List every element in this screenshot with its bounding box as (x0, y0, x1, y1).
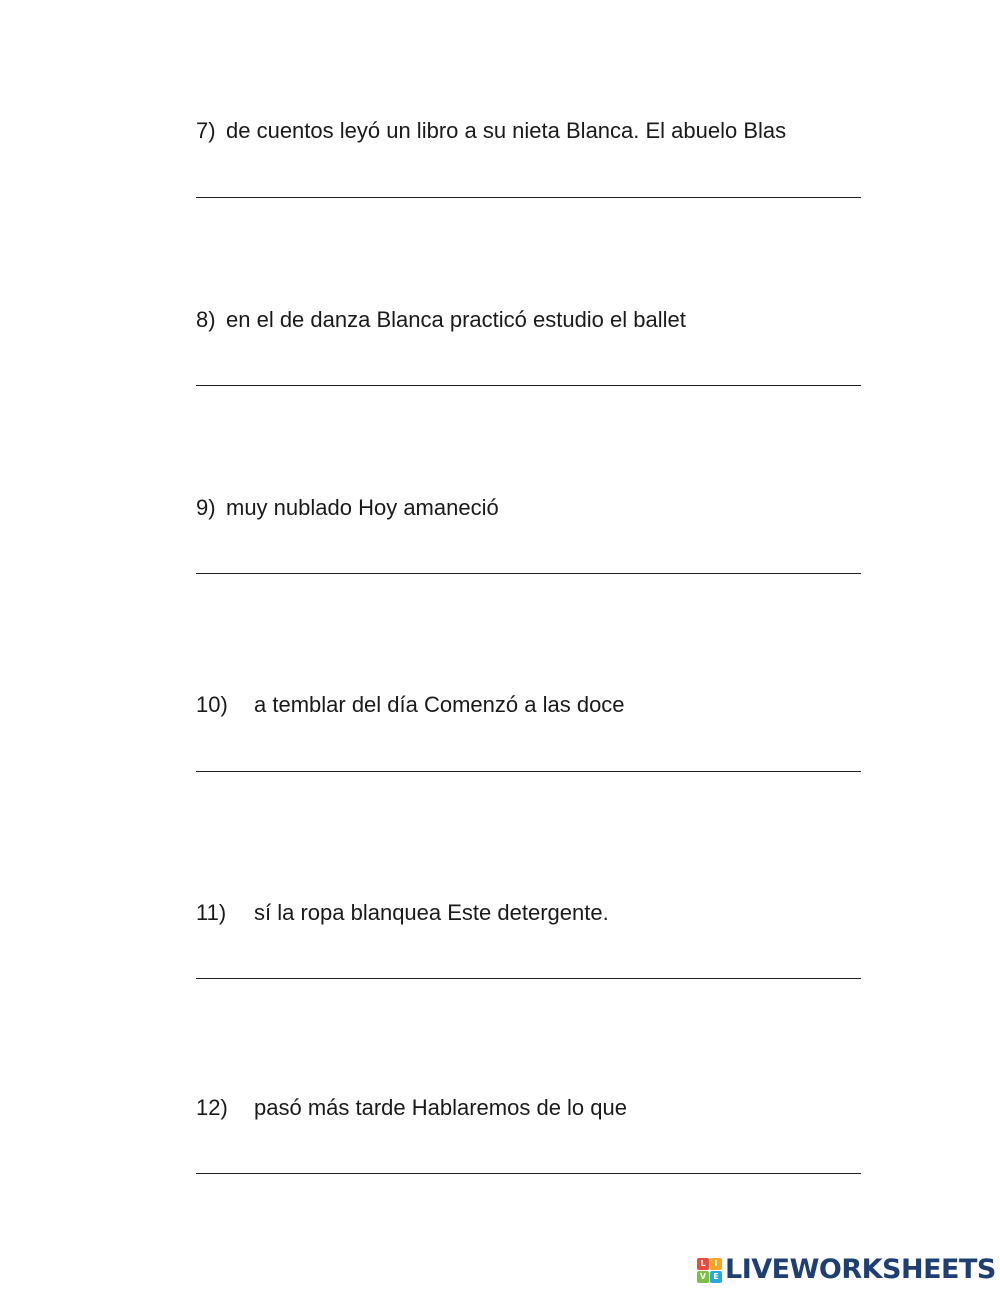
item-number: 8) (196, 307, 216, 332)
logo-block-l: L (697, 1258, 709, 1270)
sentence-text: a temblar del día Comenzó a las doce (254, 692, 625, 717)
answer-line[interactable] (196, 771, 861, 772)
liveworksheets-logo (697, 1256, 996, 1284)
item-number: 10) (196, 692, 228, 717)
logo-text: LIVEWORKSHEETS (725, 1254, 996, 1285)
sentence-text: pasó más tarde Hablaremos de lo que (254, 1095, 627, 1120)
scrambled-sentence (196, 495, 499, 521)
logo-block-i: I (710, 1258, 722, 1270)
logo-block-e: E (710, 1271, 722, 1283)
scrambled-sentence (196, 307, 686, 333)
sentence-text: en el de danza Blanca practicó estudio el ballet (226, 307, 686, 332)
logo-block-v: V (697, 1271, 709, 1283)
answer-line[interactable] (196, 385, 861, 386)
item-number: 12) (196, 1095, 228, 1120)
sentence-text: sí la ropa blanquea Este detergente. (254, 900, 609, 925)
scrambled-sentence (196, 118, 786, 144)
scrambled-sentence (196, 1095, 627, 1121)
item-number: 9) (196, 495, 216, 520)
answer-line[interactable] (196, 573, 861, 574)
scrambled-sentence (196, 900, 609, 926)
item-number: 11) (196, 900, 227, 925)
sentence-text: de cuentos leyó un libro a su nieta Blanca. El abuelo Blas (226, 118, 787, 143)
answer-line[interactable] (196, 978, 861, 979)
scrambled-sentence (196, 692, 625, 718)
sentence-text: muy nublado Hoy amaneció (226, 495, 499, 520)
answer-line[interactable] (196, 1173, 861, 1174)
item-number: 7) (196, 118, 216, 143)
logo-blocks-icon (697, 1258, 722, 1283)
answer-line[interactable] (196, 197, 861, 198)
